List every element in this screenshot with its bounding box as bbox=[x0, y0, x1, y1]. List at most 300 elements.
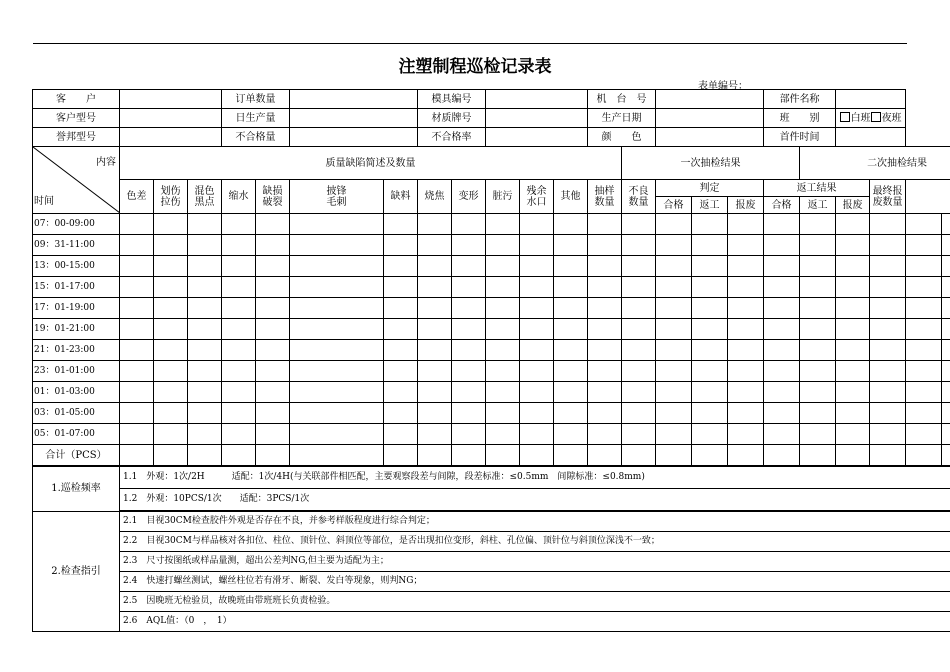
slot-4-cell[interactable] bbox=[870, 298, 906, 319]
slot-0-cell[interactable] bbox=[120, 214, 154, 235]
slot-10-cell[interactable] bbox=[764, 424, 800, 445]
slot-2-cell[interactable] bbox=[656, 256, 692, 277]
slot-3-cell[interactable] bbox=[188, 277, 222, 298]
slot-9-cell[interactable] bbox=[222, 403, 256, 424]
slot-9-cell[interactable] bbox=[452, 403, 486, 424]
slot-8-cell[interactable] bbox=[520, 382, 554, 403]
slot-5-cell[interactable] bbox=[222, 319, 256, 340]
slot-1-cell[interactable] bbox=[906, 235, 942, 256]
total-cell[interactable] bbox=[692, 445, 728, 467]
slot-3-cell[interactable] bbox=[588, 277, 622, 298]
slot-7-cell[interactable] bbox=[764, 361, 800, 382]
slot-1-cell[interactable] bbox=[384, 235, 418, 256]
slot-4-cell[interactable] bbox=[222, 298, 256, 319]
slot-6-cell[interactable] bbox=[452, 340, 486, 361]
slot-6-cell[interactable] bbox=[418, 340, 452, 361]
total-cell[interactable] bbox=[452, 445, 486, 467]
slot-0-cell[interactable] bbox=[870, 214, 906, 235]
slot-6-cell[interactable] bbox=[836, 340, 870, 361]
slot-4-cell[interactable] bbox=[836, 298, 870, 319]
slot-10-cell[interactable] bbox=[418, 424, 452, 445]
slot-2-cell[interactable] bbox=[836, 256, 870, 277]
field-production-date[interactable] bbox=[656, 109, 764, 128]
slot-4-cell[interactable] bbox=[906, 298, 942, 319]
slot-3-cell[interactable] bbox=[836, 277, 870, 298]
slot-1-cell[interactable] bbox=[256, 235, 290, 256]
total-cell[interactable] bbox=[154, 445, 188, 467]
total-cell[interactable] bbox=[222, 445, 256, 467]
slot-4-cell[interactable] bbox=[800, 298, 836, 319]
slot-2-cell[interactable] bbox=[418, 256, 452, 277]
total-cell[interactable] bbox=[588, 445, 622, 467]
slot-5-cell[interactable] bbox=[486, 319, 520, 340]
slot-10-cell[interactable] bbox=[120, 424, 154, 445]
slot-1-cell[interactable] bbox=[154, 235, 188, 256]
slot-5-cell[interactable] bbox=[800, 319, 836, 340]
slot-7-cell[interactable] bbox=[486, 361, 520, 382]
slot-7-cell[interactable] bbox=[452, 361, 486, 382]
total-cell[interactable] bbox=[800, 445, 836, 467]
slot-7-cell[interactable] bbox=[692, 361, 728, 382]
slot-8-cell[interactable] bbox=[452, 382, 486, 403]
slot-8-cell[interactable] bbox=[222, 382, 256, 403]
total-cell[interactable] bbox=[384, 445, 418, 467]
field-first-piece-time[interactable] bbox=[836, 128, 906, 147]
slot-1-cell[interactable] bbox=[452, 235, 486, 256]
slot-5-cell[interactable] bbox=[870, 319, 906, 340]
slot-8-cell[interactable] bbox=[418, 382, 452, 403]
slot-6-cell[interactable] bbox=[222, 340, 256, 361]
slot-0-cell[interactable] bbox=[942, 214, 950, 235]
slot-5-cell[interactable] bbox=[728, 319, 764, 340]
slot-0-cell[interactable] bbox=[906, 214, 942, 235]
top-rule bbox=[33, 43, 907, 44]
slot-2-cell[interactable] bbox=[384, 256, 418, 277]
total-cell[interactable] bbox=[256, 445, 290, 467]
slot-5-cell[interactable] bbox=[588, 319, 622, 340]
slot-9-cell[interactable] bbox=[554, 403, 588, 424]
slot-4-cell[interactable] bbox=[764, 298, 800, 319]
total-cell[interactable] bbox=[870, 445, 906, 467]
slot-10-cell[interactable] bbox=[692, 424, 728, 445]
slot-8-cell[interactable] bbox=[384, 382, 418, 403]
field-customer[interactable] bbox=[120, 90, 222, 109]
slot-10-cell[interactable] bbox=[588, 424, 622, 445]
slot-7-cell[interactable] bbox=[290, 361, 384, 382]
field-order-qty[interactable] bbox=[290, 90, 418, 109]
slot-8-cell[interactable] bbox=[906, 382, 942, 403]
slot-0-cell[interactable] bbox=[188, 214, 222, 235]
slot-10-cell[interactable] bbox=[452, 424, 486, 445]
field-mold-no[interactable] bbox=[486, 90, 588, 109]
slot-0-cell[interactable] bbox=[622, 214, 656, 235]
slot-8-cell[interactable] bbox=[290, 382, 384, 403]
slot-0-cell[interactable] bbox=[692, 214, 728, 235]
slot-7-cell[interactable] bbox=[906, 361, 942, 382]
slot-9-cell[interactable] bbox=[290, 403, 384, 424]
slot-9-cell[interactable] bbox=[188, 403, 222, 424]
slot-10-cell[interactable] bbox=[384, 424, 418, 445]
table-row bbox=[33, 298, 950, 319]
slot-10-cell[interactable] bbox=[622, 424, 656, 445]
slot-9-cell[interactable] bbox=[520, 403, 554, 424]
slot-5-cell[interactable] bbox=[554, 319, 588, 340]
slot-9-cell[interactable] bbox=[384, 403, 418, 424]
night-shift-checkbox[interactable] bbox=[871, 112, 881, 122]
slot-6-cell[interactable] bbox=[870, 340, 906, 361]
slot-9-cell[interactable] bbox=[728, 403, 764, 424]
col-rework-pass: 合格 bbox=[764, 197, 800, 214]
slot-9-cell[interactable] bbox=[906, 403, 942, 424]
slot-0-cell[interactable] bbox=[588, 214, 622, 235]
slot-5-cell[interactable] bbox=[188, 319, 222, 340]
slot-9-cell[interactable] bbox=[588, 403, 622, 424]
total-cell[interactable] bbox=[290, 445, 384, 467]
total-cell[interactable] bbox=[836, 445, 870, 467]
label-part-name: 部件名称 bbox=[764, 90, 836, 109]
slot-4-cell[interactable] bbox=[942, 298, 950, 319]
slot-7-cell[interactable] bbox=[800, 361, 836, 382]
slot-4-cell[interactable] bbox=[188, 298, 222, 319]
slot-2-cell[interactable] bbox=[588, 256, 622, 277]
slot-2-cell[interactable] bbox=[554, 256, 588, 277]
field-yubang-model[interactable] bbox=[120, 128, 222, 147]
slot-8-cell[interactable] bbox=[656, 382, 692, 403]
slot-4-cell[interactable] bbox=[554, 298, 588, 319]
slot-8-cell[interactable] bbox=[256, 382, 290, 403]
slot-6-cell[interactable] bbox=[520, 340, 554, 361]
slot-5-cell[interactable] bbox=[906, 319, 942, 340]
slot-5-cell[interactable] bbox=[120, 319, 154, 340]
slot-9-cell[interactable] bbox=[942, 403, 950, 424]
slot-9-cell[interactable] bbox=[418, 403, 452, 424]
slot-3-cell[interactable] bbox=[290, 277, 384, 298]
slot-6-cell[interactable] bbox=[290, 340, 384, 361]
shift-options bbox=[836, 109, 906, 128]
slot-2-cell[interactable] bbox=[800, 256, 836, 277]
slot-8-cell[interactable] bbox=[486, 382, 520, 403]
slot-7-cell[interactable] bbox=[256, 361, 290, 382]
slot-5-cell[interactable] bbox=[656, 319, 692, 340]
slot-9-cell[interactable] bbox=[154, 403, 188, 424]
slot-8-cell[interactable] bbox=[188, 382, 222, 403]
slot-7-cell[interactable] bbox=[870, 361, 906, 382]
slot-10-cell[interactable] bbox=[906, 424, 942, 445]
slot-8-cell[interactable] bbox=[800, 382, 836, 403]
slot-7-cell[interactable] bbox=[384, 361, 418, 382]
slot-1-cell[interactable] bbox=[222, 235, 256, 256]
slot-1-cell[interactable] bbox=[692, 235, 728, 256]
slot-4-cell[interactable] bbox=[692, 298, 728, 319]
slot-3-cell[interactable] bbox=[942, 277, 950, 298]
slot-2-cell[interactable] bbox=[764, 256, 800, 277]
slot-10-cell[interactable] bbox=[870, 424, 906, 445]
slot-9-cell[interactable] bbox=[256, 403, 290, 424]
slot-2-cell[interactable] bbox=[486, 256, 520, 277]
slot-0-cell[interactable] bbox=[836, 214, 870, 235]
slot-0-cell[interactable] bbox=[520, 214, 554, 235]
slot-0-cell[interactable] bbox=[800, 214, 836, 235]
slot-0-cell[interactable] bbox=[384, 214, 418, 235]
slot-9-cell[interactable] bbox=[656, 403, 692, 424]
slot-6-cell[interactable] bbox=[588, 340, 622, 361]
total-cell[interactable] bbox=[554, 445, 588, 467]
slot-6-cell[interactable] bbox=[384, 340, 418, 361]
slot-5-cell[interactable] bbox=[452, 319, 486, 340]
slot-5-cell[interactable] bbox=[520, 319, 554, 340]
slot-10-cell[interactable] bbox=[290, 424, 384, 445]
slot-9-cell[interactable] bbox=[836, 403, 870, 424]
slot-9-cell[interactable] bbox=[622, 403, 656, 424]
slot-10-cell[interactable] bbox=[486, 424, 520, 445]
slot-2-cell[interactable] bbox=[728, 256, 764, 277]
slot-10-cell[interactable] bbox=[942, 424, 950, 445]
field-reject-qty[interactable] bbox=[290, 128, 418, 147]
slot-3-cell[interactable] bbox=[120, 277, 154, 298]
slot-10-cell[interactable] bbox=[256, 424, 290, 445]
slot-1-cell[interactable] bbox=[800, 235, 836, 256]
col-short-shot: 缺料 bbox=[384, 180, 418, 214]
slot-8-cell[interactable] bbox=[942, 382, 950, 403]
total-cell[interactable] bbox=[520, 445, 554, 467]
slot-5-cell[interactable] bbox=[622, 319, 656, 340]
slot-10-cell[interactable] bbox=[554, 424, 588, 445]
slot-7-cell[interactable] bbox=[942, 361, 950, 382]
slot-7-cell[interactable] bbox=[222, 361, 256, 382]
slot-4-cell[interactable] bbox=[452, 298, 486, 319]
slot-7-cell[interactable] bbox=[588, 361, 622, 382]
total-cell[interactable] bbox=[622, 445, 656, 467]
slot-2-cell[interactable] bbox=[154, 256, 188, 277]
slot-2-cell[interactable] bbox=[120, 256, 154, 277]
slot-10-cell[interactable] bbox=[520, 424, 554, 445]
field-reject-rate[interactable] bbox=[486, 128, 588, 147]
slot-4-cell[interactable] bbox=[120, 298, 154, 319]
slot-6-cell[interactable] bbox=[656, 340, 692, 361]
slot-0-cell[interactable] bbox=[452, 214, 486, 235]
slot-7-cell[interactable] bbox=[120, 361, 154, 382]
slot-10-cell[interactable] bbox=[154, 424, 188, 445]
slot-9-cell[interactable] bbox=[870, 403, 906, 424]
slot-3-cell[interactable] bbox=[554, 277, 588, 298]
slot-5-cell[interactable] bbox=[692, 319, 728, 340]
slot-3-cell[interactable] bbox=[692, 277, 728, 298]
slot-3-cell[interactable] bbox=[906, 277, 942, 298]
slot-1-cell[interactable] bbox=[870, 235, 906, 256]
slot-9-cell[interactable] bbox=[800, 403, 836, 424]
slot-5-cell[interactable] bbox=[418, 319, 452, 340]
slot-5-cell[interactable] bbox=[256, 319, 290, 340]
slot-1-cell[interactable] bbox=[764, 235, 800, 256]
slot-6-cell[interactable] bbox=[486, 340, 520, 361]
total-cell[interactable] bbox=[728, 445, 764, 467]
total-cell[interactable] bbox=[188, 445, 222, 467]
slot-8-cell[interactable] bbox=[120, 382, 154, 403]
slot-6-cell[interactable] bbox=[906, 340, 942, 361]
slot-7-cell[interactable] bbox=[520, 361, 554, 382]
slot-8-cell[interactable] bbox=[836, 382, 870, 403]
slot-1-cell[interactable] bbox=[290, 235, 384, 256]
slot-1-cell[interactable] bbox=[656, 235, 692, 256]
slot-0-cell[interactable] bbox=[764, 214, 800, 235]
slot-2-cell[interactable] bbox=[290, 256, 384, 277]
slot-0-cell[interactable] bbox=[418, 214, 452, 235]
slot-1-cell[interactable] bbox=[728, 235, 764, 256]
slot-4-cell[interactable] bbox=[656, 298, 692, 319]
slot-0-cell[interactable] bbox=[290, 214, 384, 235]
slot-3-cell[interactable] bbox=[520, 277, 554, 298]
total-cell[interactable] bbox=[942, 445, 950, 467]
slot-4-cell[interactable] bbox=[622, 298, 656, 319]
slot-0-cell[interactable] bbox=[222, 214, 256, 235]
slot-5-cell[interactable] bbox=[290, 319, 384, 340]
slot-7-cell[interactable] bbox=[418, 361, 452, 382]
slot-4-cell[interactable] bbox=[520, 298, 554, 319]
slot-1-cell[interactable] bbox=[588, 235, 622, 256]
slot-7-cell[interactable] bbox=[554, 361, 588, 382]
slot-0-cell[interactable] bbox=[154, 214, 188, 235]
slot-3-cell[interactable] bbox=[418, 277, 452, 298]
slot-5-cell[interactable] bbox=[942, 319, 950, 340]
slot-7-cell[interactable] bbox=[728, 361, 764, 382]
slot-2-cell[interactable] bbox=[188, 256, 222, 277]
slot-8-cell[interactable] bbox=[588, 382, 622, 403]
slot-0-cell[interactable] bbox=[256, 214, 290, 235]
slot-3-cell[interactable] bbox=[622, 277, 656, 298]
slot-8-cell[interactable] bbox=[622, 382, 656, 403]
slot-7-cell[interactable] bbox=[154, 361, 188, 382]
slot-10-cell[interactable] bbox=[656, 424, 692, 445]
slot-7-cell[interactable] bbox=[188, 361, 222, 382]
slot-10-cell[interactable] bbox=[728, 424, 764, 445]
slot-6-cell[interactable] bbox=[692, 340, 728, 361]
slot-3-cell[interactable] bbox=[154, 277, 188, 298]
slot-2-cell[interactable] bbox=[256, 256, 290, 277]
slot-1-cell[interactable] bbox=[836, 235, 870, 256]
slot-8-cell[interactable] bbox=[554, 382, 588, 403]
slot-8-cell[interactable] bbox=[764, 382, 800, 403]
slot-1-cell[interactable] bbox=[120, 235, 154, 256]
slot-1-cell[interactable] bbox=[486, 235, 520, 256]
slot-6-cell[interactable] bbox=[554, 340, 588, 361]
slot-8-cell[interactable] bbox=[728, 382, 764, 403]
slot-3-cell[interactable] bbox=[384, 277, 418, 298]
slot-9-cell[interactable] bbox=[120, 403, 154, 424]
slot-1-cell[interactable] bbox=[942, 235, 950, 256]
slot-5-cell[interactable] bbox=[836, 319, 870, 340]
field-color[interactable] bbox=[656, 128, 764, 147]
slot-3-cell[interactable] bbox=[764, 277, 800, 298]
slot-6-cell[interactable] bbox=[728, 340, 764, 361]
slot-4-cell[interactable] bbox=[418, 298, 452, 319]
col-judge-rework: 返工 bbox=[692, 197, 728, 214]
slot-10-cell[interactable] bbox=[836, 424, 870, 445]
field-part-name[interactable] bbox=[836, 90, 906, 109]
slot-1-cell[interactable] bbox=[622, 235, 656, 256]
slot-0-cell[interactable] bbox=[486, 214, 520, 235]
slot-6-cell[interactable] bbox=[764, 340, 800, 361]
slot-6-cell[interactable] bbox=[256, 340, 290, 361]
slot-8-cell[interactable] bbox=[154, 382, 188, 403]
slot-5-cell[interactable] bbox=[384, 319, 418, 340]
slot-5-cell[interactable] bbox=[154, 319, 188, 340]
slot-3-cell[interactable] bbox=[486, 277, 520, 298]
total-cell[interactable] bbox=[120, 445, 154, 467]
slot-2-cell[interactable] bbox=[870, 256, 906, 277]
total-cell[interactable] bbox=[906, 445, 942, 467]
slot-1-cell[interactable] bbox=[188, 235, 222, 256]
slot-2-cell[interactable] bbox=[622, 256, 656, 277]
slot-4-cell[interactable] bbox=[290, 298, 384, 319]
slot-4-cell[interactable] bbox=[728, 298, 764, 319]
table-row bbox=[33, 235, 950, 256]
total-cell[interactable] bbox=[656, 445, 692, 467]
slot-1-cell[interactable] bbox=[520, 235, 554, 256]
slot-5-cell[interactable] bbox=[764, 319, 800, 340]
total-cell[interactable] bbox=[418, 445, 452, 467]
slot-6-cell[interactable] bbox=[188, 340, 222, 361]
field-material-grade[interactable] bbox=[486, 109, 588, 128]
slot-3-cell[interactable] bbox=[222, 277, 256, 298]
slot-2-cell[interactable] bbox=[942, 256, 950, 277]
slot-8-cell[interactable] bbox=[692, 382, 728, 403]
slot-4-cell[interactable] bbox=[256, 298, 290, 319]
slot-3-cell[interactable] bbox=[870, 277, 906, 298]
slot-7-cell[interactable] bbox=[656, 361, 692, 382]
slot-4-cell[interactable] bbox=[588, 298, 622, 319]
slot-0-cell[interactable] bbox=[728, 214, 764, 235]
field-customer-model[interactable] bbox=[120, 109, 222, 128]
day-shift-checkbox[interactable] bbox=[840, 112, 850, 122]
slot-7-cell[interactable] bbox=[836, 361, 870, 382]
slot-8-cell[interactable] bbox=[870, 382, 906, 403]
slot-3-cell[interactable] bbox=[656, 277, 692, 298]
slot-3-cell[interactable] bbox=[728, 277, 764, 298]
field-daily-output[interactable] bbox=[290, 109, 418, 128]
total-cell[interactable] bbox=[486, 445, 520, 467]
slot-10-cell[interactable] bbox=[222, 424, 256, 445]
slot-1-cell[interactable] bbox=[554, 235, 588, 256]
slot-6-cell[interactable] bbox=[120, 340, 154, 361]
slot-3-cell[interactable] bbox=[800, 277, 836, 298]
slot-0-cell[interactable] bbox=[554, 214, 588, 235]
slot-9-cell[interactable] bbox=[692, 403, 728, 424]
slot-2-cell[interactable] bbox=[520, 256, 554, 277]
slot-10-cell[interactable] bbox=[800, 424, 836, 445]
slot-10-cell[interactable] bbox=[188, 424, 222, 445]
slot-7-cell[interactable] bbox=[622, 361, 656, 382]
slot-0-cell[interactable] bbox=[656, 214, 692, 235]
slot-4-cell[interactable] bbox=[154, 298, 188, 319]
slot-6-cell[interactable] bbox=[942, 340, 950, 361]
slot-9-cell[interactable] bbox=[486, 403, 520, 424]
slot-1-cell[interactable] bbox=[418, 235, 452, 256]
field-machine-no[interactable] bbox=[656, 90, 764, 109]
slot-2-cell[interactable] bbox=[452, 256, 486, 277]
slot-6-cell[interactable] bbox=[800, 340, 836, 361]
slot-2-cell[interactable] bbox=[906, 256, 942, 277]
slot-4-cell[interactable] bbox=[486, 298, 520, 319]
slot-6-cell[interactable] bbox=[622, 340, 656, 361]
slot-6-cell[interactable] bbox=[154, 340, 188, 361]
slot-3-cell[interactable] bbox=[256, 277, 290, 298]
slot-2-cell[interactable] bbox=[692, 256, 728, 277]
slot-3-cell[interactable] bbox=[452, 277, 486, 298]
slot-9-cell[interactable] bbox=[764, 403, 800, 424]
slot-4-cell[interactable] bbox=[384, 298, 418, 319]
slot-2-cell[interactable] bbox=[222, 256, 256, 277]
total-cell[interactable] bbox=[764, 445, 800, 467]
